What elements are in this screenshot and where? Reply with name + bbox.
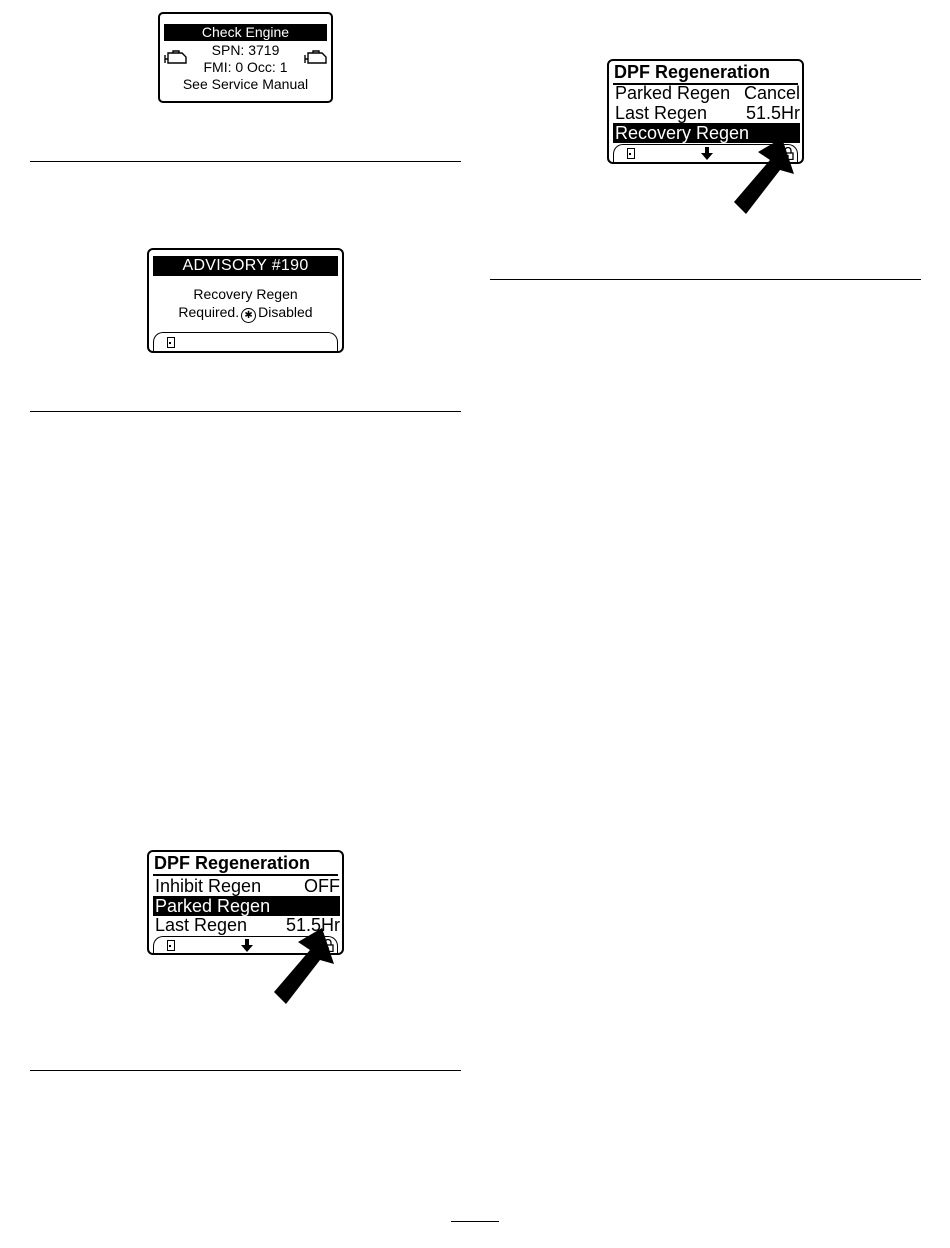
menu-row-value: 51.5Hr — [285, 915, 340, 935]
menu-row-value: Cancel — [743, 83, 800, 103]
section-divider — [30, 1070, 461, 1071]
menu-row-label: Inhibit Regen — [155, 876, 262, 896]
door-icon[interactable] — [167, 940, 175, 951]
menu-row-last-regen[interactable] — [613, 103, 800, 123]
advisory-line-2 — [149, 304, 342, 323]
spn-text: SPN: 3719 — [211, 42, 280, 58]
advisory-line-2-start: Required. — [178, 304, 240, 320]
menu-row-label: Parked Regen — [615, 83, 731, 103]
menu-row-value: OFF — [304, 876, 340, 896]
menu-row-value: 51.5Hr — [745, 103, 800, 123]
down-arrow-icon[interactable] — [240, 939, 254, 952]
advisory-line-2-end: Disabled — [258, 304, 313, 320]
snowflake-icon: ✱ — [241, 308, 256, 323]
menu-row-parked-regen[interactable] — [153, 896, 340, 916]
pointer-arrow-icon — [732, 136, 802, 216]
menu-row-parked-regen[interactable] — [613, 83, 800, 103]
advisory-screen — [147, 248, 344, 353]
check-engine-screen — [158, 12, 333, 103]
section-divider — [490, 279, 921, 280]
menu-row-label: Last Regen — [615, 103, 708, 123]
section-divider — [30, 161, 461, 162]
menu-row-inhibit-regen[interactable] — [153, 876, 340, 896]
page-number-rule — [451, 1221, 499, 1222]
advisory-line-1: Recovery Regen — [193, 286, 298, 302]
pointer-arrow-icon — [272, 926, 342, 1006]
menu-row-label: Parked Regen — [155, 896, 271, 916]
door-icon[interactable] — [627, 148, 635, 159]
menu-row-label: Recovery Regen — [615, 123, 750, 143]
dpf-title: DPF Regeneration — [614, 62, 771, 82]
dpf-title: DPF Regeneration — [154, 853, 311, 873]
engine-icon — [303, 49, 329, 67]
softkey-bar — [153, 332, 338, 352]
fmi-occ-text: FMI: 0 Occ: 1 — [203, 59, 288, 75]
engine-icon — [163, 49, 189, 67]
door-icon[interactable] — [167, 337, 175, 348]
service-manual-text: See Service Manual — [182, 76, 309, 92]
check-engine-title: Check Engine — [164, 24, 327, 41]
section-divider — [30, 411, 461, 412]
down-arrow-icon[interactable] — [700, 147, 714, 160]
advisory-title: ADVISORY #190 — [153, 256, 338, 276]
menu-row-label: Last Regen — [155, 915, 248, 935]
